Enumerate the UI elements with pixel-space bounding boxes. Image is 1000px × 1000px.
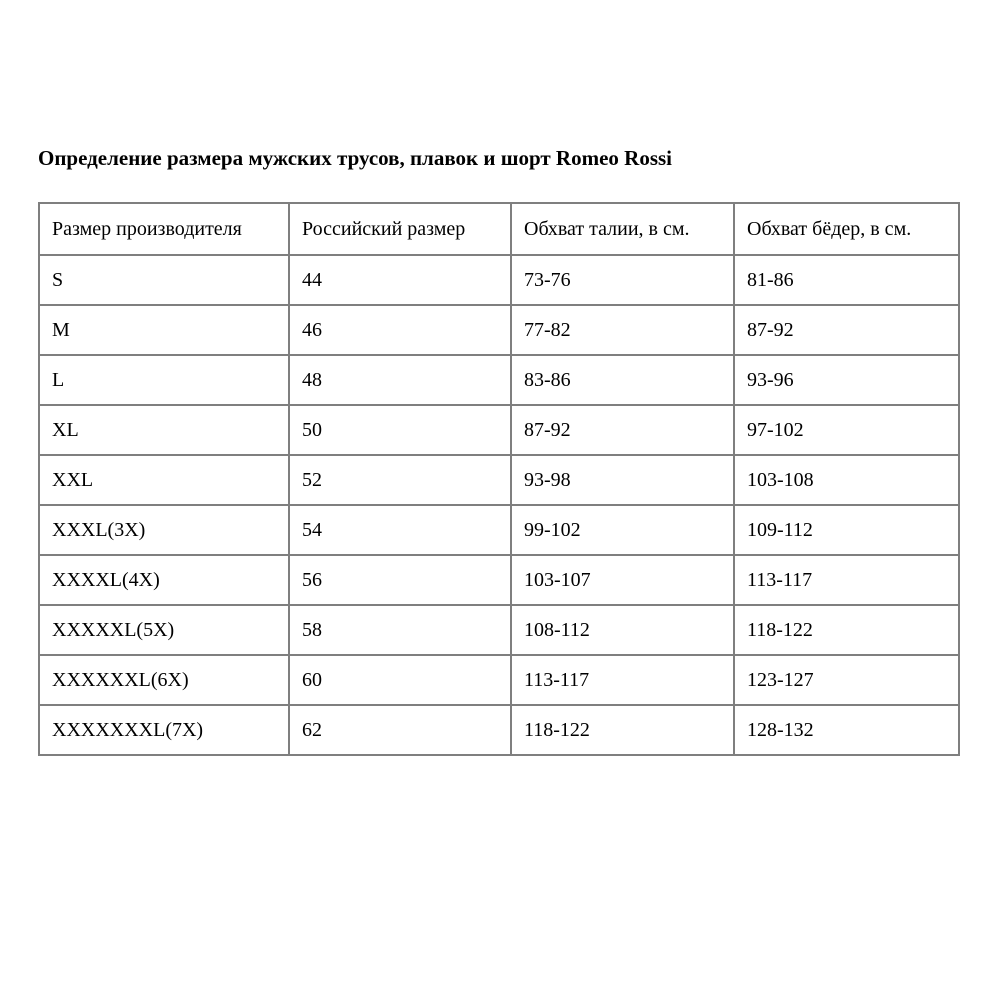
table-row [39, 505, 959, 555]
cell-hips: 113-117 [734, 555, 959, 605]
table-row [39, 605, 959, 655]
cell-hips: 118-122 [734, 605, 959, 655]
cell-hips: 97-102 [734, 405, 959, 455]
cell-waist: 77-82 [511, 305, 734, 355]
cell-manufacturer-size: L [39, 355, 289, 405]
table-row [39, 355, 959, 405]
cell-russian-size: 62 [289, 705, 511, 755]
table-row [39, 655, 959, 705]
cell-hips: 87-92 [734, 305, 959, 355]
cell-waist: 99-102 [511, 505, 734, 555]
header-russian-size: Российский размер [289, 203, 511, 255]
cell-hips: 128-132 [734, 705, 959, 755]
cell-russian-size: 52 [289, 455, 511, 505]
table-row [39, 255, 959, 305]
table-row [39, 555, 959, 605]
cell-waist: 83-86 [511, 355, 734, 405]
cell-manufacturer-size: XXXL(3X) [39, 505, 289, 555]
cell-waist: 73-76 [511, 255, 734, 305]
cell-russian-size: 44 [289, 255, 511, 305]
cell-russian-size: 56 [289, 555, 511, 605]
cell-russian-size: 60 [289, 655, 511, 705]
cell-hips: 109-112 [734, 505, 959, 555]
header-waist: Обхват талии, в см. [511, 203, 734, 255]
cell-russian-size: 58 [289, 605, 511, 655]
cell-russian-size: 54 [289, 505, 511, 555]
table-row [39, 705, 959, 755]
table-header-row [39, 203, 959, 255]
cell-waist: 113-117 [511, 655, 734, 705]
cell-waist: 93-98 [511, 455, 734, 505]
cell-hips: 103-108 [734, 455, 959, 505]
header-hips: Обхват бёдер, в см. [734, 203, 959, 255]
table-row [39, 405, 959, 455]
cell-hips: 81-86 [734, 255, 959, 305]
cell-russian-size: 48 [289, 355, 511, 405]
cell-manufacturer-size: XXXXXL(5X) [39, 605, 289, 655]
cell-waist: 103-107 [511, 555, 734, 605]
header-manufacturer-size: Размер производителя [39, 203, 289, 255]
cell-russian-size: 46 [289, 305, 511, 355]
cell-manufacturer-size: XXXXL(4X) [39, 555, 289, 605]
cell-manufacturer-size: XXXXXXXL(7X) [39, 705, 289, 755]
cell-manufacturer-size: S [39, 255, 289, 305]
cell-manufacturer-size: XL [39, 405, 289, 455]
table-row [39, 455, 959, 505]
cell-manufacturer-size: M [39, 305, 289, 355]
cell-hips: 93-96 [734, 355, 959, 405]
cell-russian-size: 50 [289, 405, 511, 455]
cell-hips: 123-127 [734, 655, 959, 705]
size-chart-table [38, 202, 960, 756]
cell-manufacturer-size: XXXXXXL(6X) [39, 655, 289, 705]
cell-waist: 87-92 [511, 405, 734, 455]
cell-waist: 118-122 [511, 705, 734, 755]
cell-waist: 108-112 [511, 605, 734, 655]
table-row [39, 305, 959, 355]
cell-manufacturer-size: XXL [39, 455, 289, 505]
page-title: Определение размера мужских трусов, плавок и шорт Romeo Rossi [38, 146, 673, 170]
